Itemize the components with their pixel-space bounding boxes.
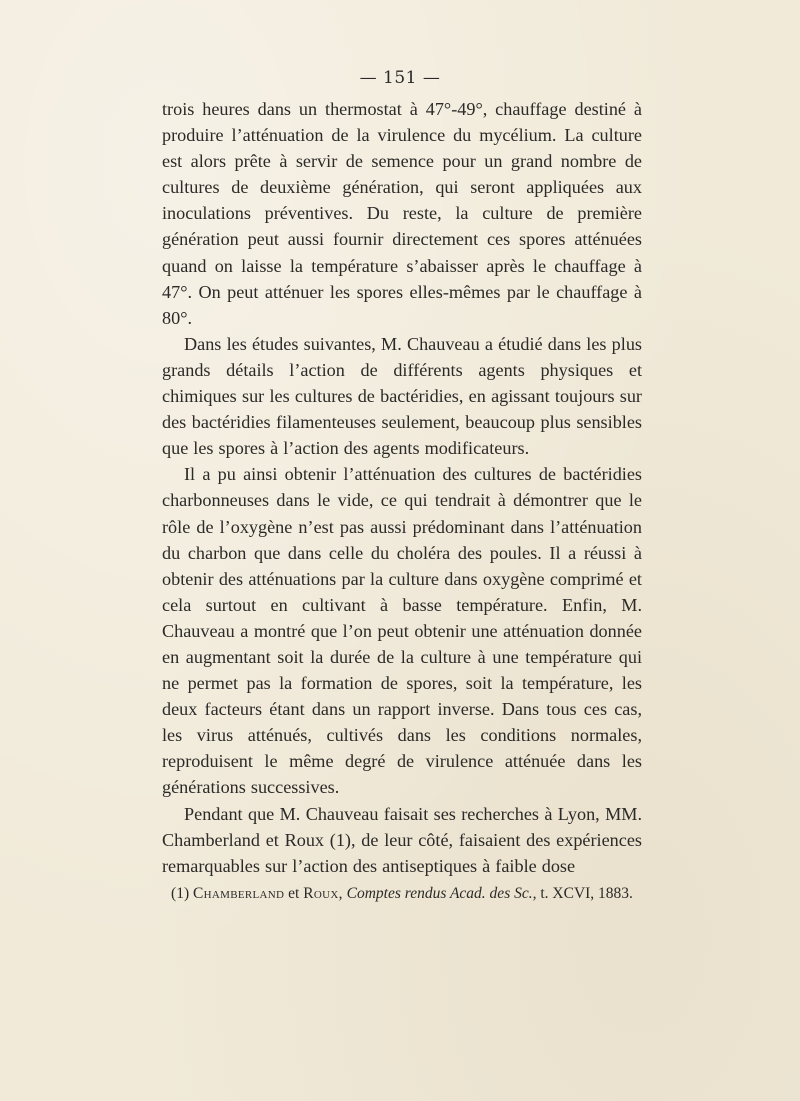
page-number: — 151 — — [359, 68, 441, 88]
footnote-connector: et — [288, 885, 300, 902]
footnote-reference: t. XCVI, 1883. — [540, 885, 633, 902]
footnote-marker: (1) — [171, 885, 190, 902]
footnote-author-roux: Roux, — [303, 885, 343, 902]
paragraph-2: Dans les études suivantes, M. Chauveau a étudié dans les plus grands détails l’action de différents agents physiques et chimiques sur les cultures de bactéridies, en agissant toujours sur des bactéridies filamenteuses seulement, beaucoup plus sensibles que les spores à l’action des agents modificateurs. — [162, 333, 642, 459]
paragraph-4: Pendant que M. Chauveau faisait ses recherches à Lyon, MM. Chamberland et Roux (1), de leur côté, faisaient des expériences remarquables sur l’action des antiseptiques à faible dose — [162, 803, 642, 876]
body-text — [162, 96, 642, 879]
footnote-journal: Comptes rendus Acad. des Sc., — [346, 885, 537, 902]
paragraph-1: trois heures dans un thermostat à 47°-49°, chauffage destiné à produire l’atténuation de la virulence du mycélium. La culture est alors prête à servir de semence pour un grand nombre de cultures de deuxième génération, qui seront appliquées aux inoculations préventives. Du reste, la culture de première génération peut aussi fournir directement ces spores atténuées quand on laisse la température s’abaisser après le chauffage à 47°. On peut atténuer les spores elles-mêmes par le chauffage à 80°. — [162, 99, 642, 328]
footnote — [162, 884, 642, 904]
footnote-author-chamberland: Chamberland — [193, 885, 285, 902]
paragraph-3: Il a pu ainsi obtenir l’atténuation des cultures de bactéridies charbonneuses dans le vide, ce qui tendrait à démontrer que le rôle de l’oxygène n’est pas aussi prédominant dans l’atténuation du charbon que dans celle du choléra des poules. Il a réussi à obtenir des atténuations par la culture dans oxygène comprimé et cela surtout en cultivant à basse température. Enfin, M. Chauveau a montré que l’on peut obtenir une atténuation donnée en augmentant soit la durée de la culture à une température qui ne permet pas la formation de spores, soit la température, les deux facteurs étant dans un rapport inverse. Dans tous ces cas, les virus atténués, cultivés dans les conditions normales, reproduisent le même degré de virulence atténuée dans les générations successives. — [162, 464, 642, 798]
